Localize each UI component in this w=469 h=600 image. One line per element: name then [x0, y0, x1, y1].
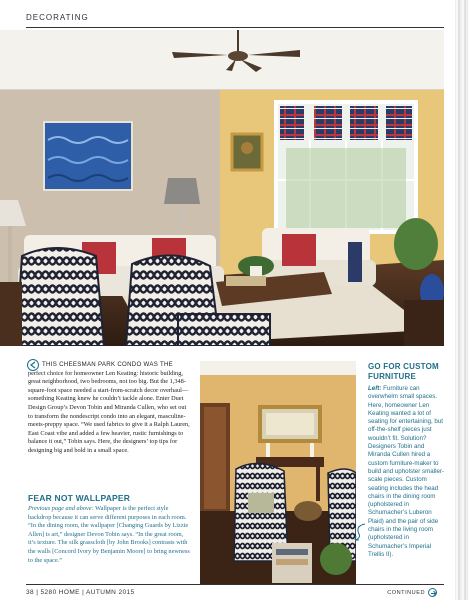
folio: 38 | 5280 HOME | AUTUMN 2015: [26, 589, 135, 596]
continued-link[interactable]: [387, 588, 437, 597]
sidebar-body: [368, 385, 446, 559]
living-room-photo: [0, 30, 444, 346]
tip-text: Wallpaper is the perfect style backdrop because it can serve different purposes in each room. “In the dining room, the wallpaper [Changing Guards by Lizzie Allen] is art,” designer Devon Tobin says. “In the great room, it’s texture. The silk grasscloth [by John Brooks] contrasts with the walls [Concord Ivory by Benjamin Moore] to bring newness to the space.”: [28, 505, 190, 564]
dining-room-photo: [200, 361, 356, 585]
section-label: DECORATING: [26, 13, 89, 22]
page-spine-edge: [455, 0, 469, 600]
footer-rule: [26, 584, 444, 585]
continued-label: CONTINUED: [387, 589, 425, 596]
arrow-right-icon: [428, 588, 437, 597]
header-rule: [26, 27, 444, 28]
sidebar-lead: Left:: [368, 385, 382, 392]
intro-body: perfect choice for homeowner Len Keating: historic building, great neighborhood, two bedrooms, not too big. But the 1,348-square-foot space needed a start-from-scratch decor overhaul—something Keating knew he couldn’t tackle alone. Enter Duet Design Group’s Devon Tobin and Miranda Cullen, who set out to transform the nondescript condo into an elegant, masculine-meets-preppy space. “We used fabrics to give it a Ralph Lauren, East Coast vibe and added a few heavier, rustic furnishings to balance it out,” Tobin says. Here, the designers’ top tips for designing big and bold in a small space.: [28, 369, 190, 454]
sidebar-heading: GO FOR CUSTOM FURNITURE: [368, 362, 439, 381]
sidebar-text: Furniture can overwhelm small spaces. Here, homeowner Len Keating wanted a lot of seating for entertaining, but off-the-shelf pieces just wouldn’t fit. Solution? Designers Tobin and Miranda Cullen hired a custom furniture-maker to build and upholster smaller-scale pieces. Custom seating includes the head chairs in the dining room (upholstered in Schumacher’s Luberon Plaid) and the pair of side chairs in the living room (upholstered in Schumacher’s Imperial Trellis II).: [368, 385, 445, 558]
tip-heading: FEAR NOT WALLPAPER: [28, 493, 131, 503]
tip-lead: Previous page and above:: [28, 505, 94, 512]
tip-body: [28, 505, 191, 565]
intro-lead: THIS CHEESMAN PARK CONDO WAS THE: [42, 361, 174, 368]
curly-arrow-icon: [353, 522, 367, 542]
intro-paragraph: [28, 361, 191, 456]
